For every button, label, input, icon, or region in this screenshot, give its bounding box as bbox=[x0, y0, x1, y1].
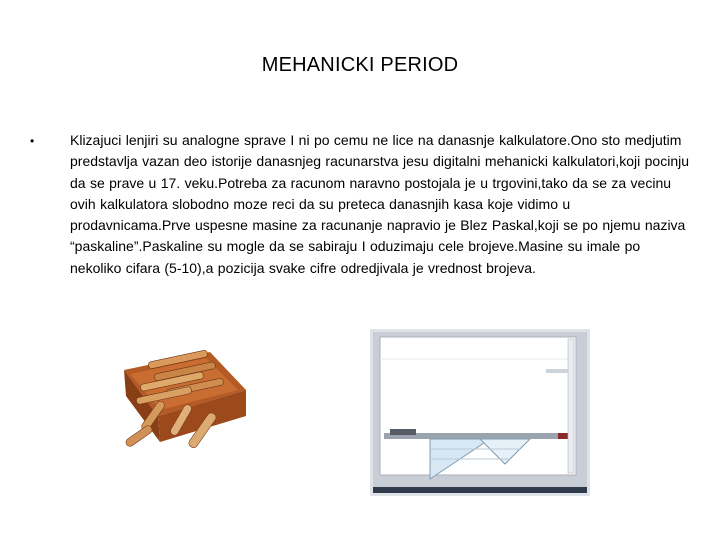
bullet-dot: • bbox=[30, 134, 35, 148]
drafting-board-image bbox=[370, 329, 590, 496]
wooden-rods-image bbox=[118, 346, 258, 464]
slide-title: MEHANICKI PERIOD bbox=[261, 54, 459, 76]
bullet-text: Klizajuci lenjiri su analogne sprave I ni po cemu ne lice na danasnje kalkulatore.Ono sto medjutim predstavlja vazan deo istorije danasnjeg racunarstva jesu digitalni mehanicki kalkulatori,koji pocinju da se prave u 17. veku.Potreba za racunom naravno postojala je u trgovini,tako da se za vecinu ovih kalkulatora slobodno moze reci da su preteca danasnjih kasa koje vidimo u prodavnicama.Prve uspesne masine za racunanje napravio je Blez Paskal,koji se po njemu naziva “paskaline”.Paskaline su mogle da se sabiraju I oduzimaju cele brojeve.Masine su imale po nekoliko cifara (5-10),a pozicija svake cifre odredjivala je vrednost brojeva. bbox=[70, 132, 690, 276]
